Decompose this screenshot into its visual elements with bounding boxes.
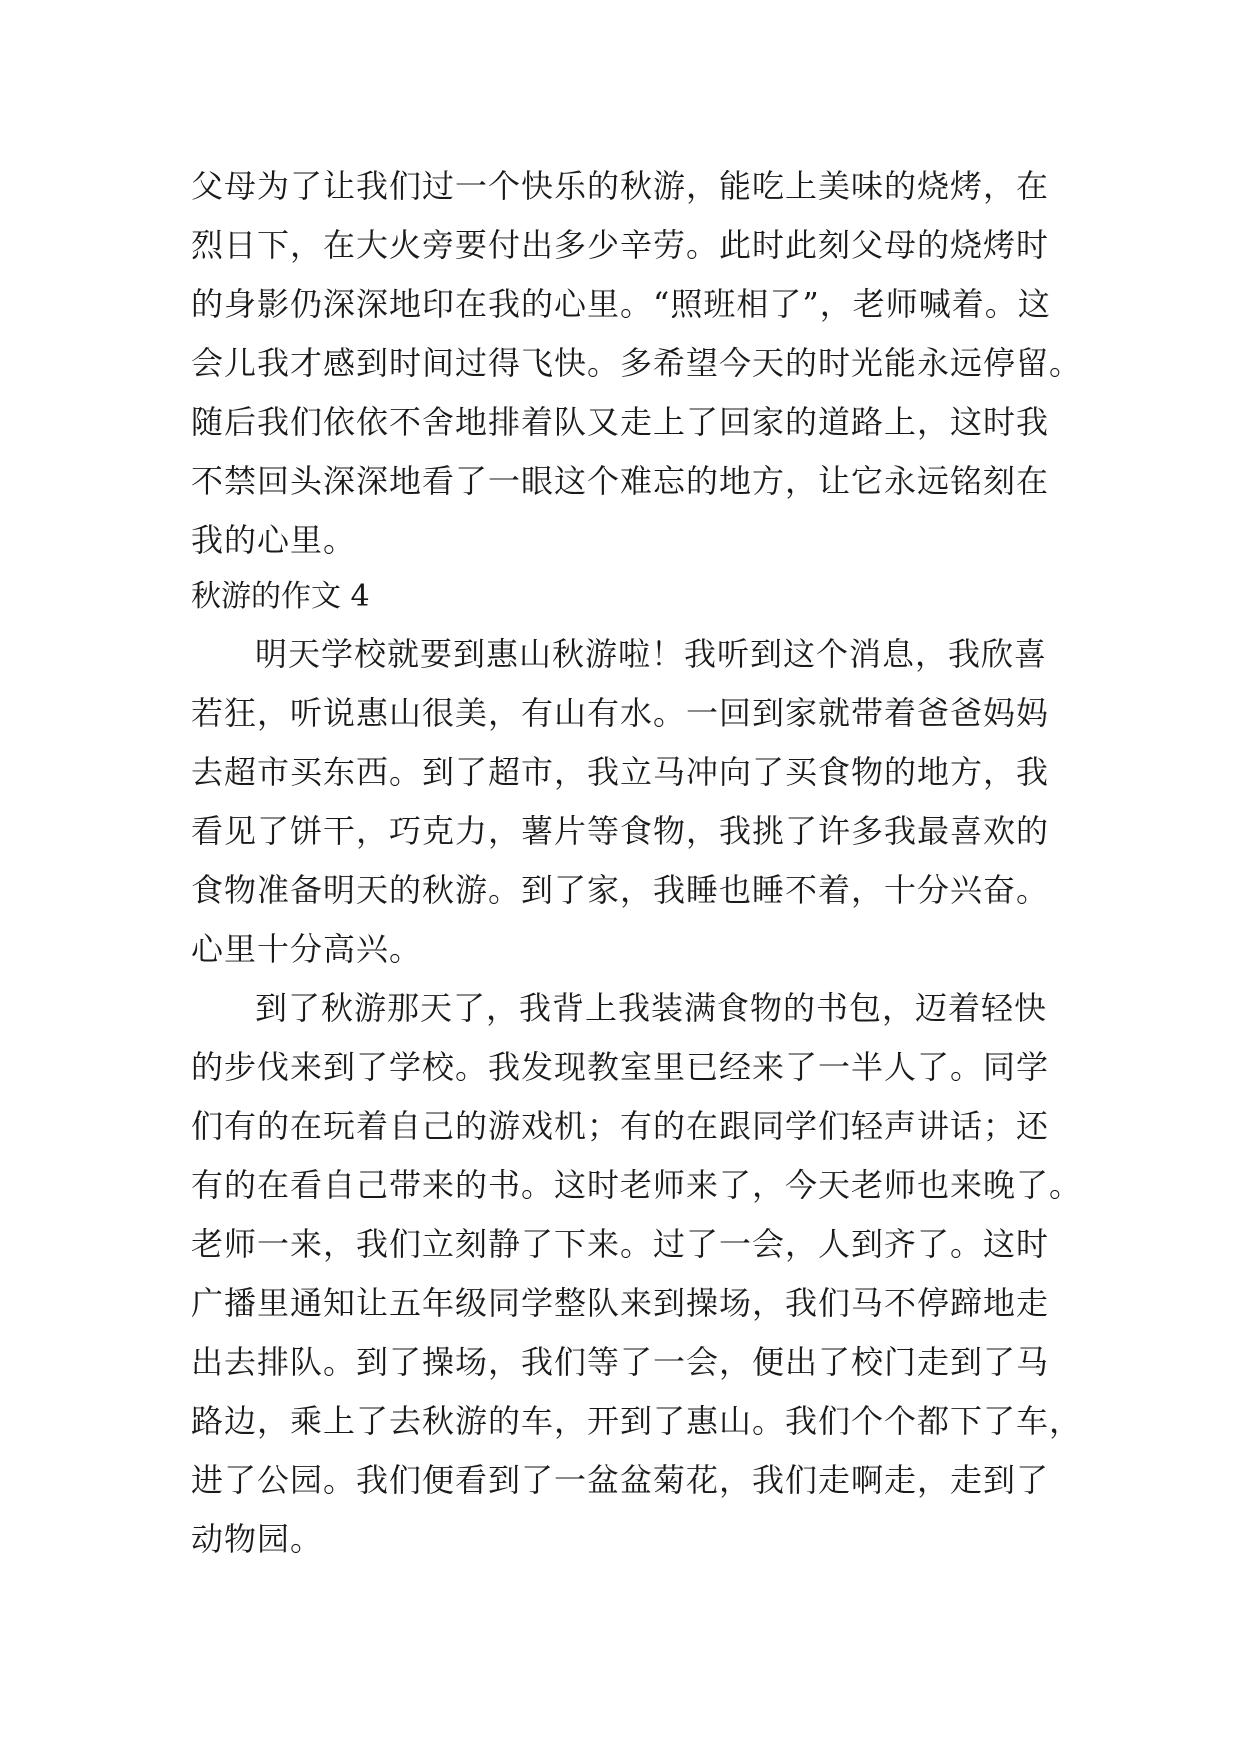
paragraph-line: 的身影仍深深地印在我的心里。“照班相了”，老师喊着。这 <box>191 285 1051 323</box>
paragraph-line: 明天学校就要到惠山秋游啦！我听到这个消息，我欣喜 <box>255 635 1048 673</box>
paragraph-line: 烈日下，在大火旁要付出多少辛劳。此时此刻父母的烧烤时 <box>191 226 1050 264</box>
paragraph-line: 动物园。 <box>191 1520 324 1558</box>
paragraph-line: 路边，乘上了去秋游的车，开到了惠山。我们个个都下了车， <box>191 1402 1083 1440</box>
paragraph-line: 父母为了让我们过一个快乐的秋游，能吃上美味的烧烤，在 <box>191 167 1050 205</box>
paragraph-line: 食物准备明天的秋游。到了家，我睡也睡不着，十分兴奋。 <box>191 871 1050 909</box>
paragraph-line: 到了秋游那天了，我背上我装满食物的书包，迈着轻快 <box>255 989 1048 1027</box>
paragraph-line: 有的在看自己带来的书。这时老师来了，今天老师也来晚了。 <box>191 1166 1083 1204</box>
paragraph-line: 出去排队。到了操场，我们等了一会，便出了校门走到了马 <box>191 1343 1050 1381</box>
paragraph-line: 若狂，听说惠山很美，有山有水。一回到家就带着爸爸妈妈 <box>191 694 1050 732</box>
paragraph-line: 去超市买东西。到了超市，我立马冲向了买食物的地方，我 <box>191 753 1050 791</box>
paragraph-line: 的步伐来到了学校。我发现教室里已经来了一半人了。同学 <box>191 1048 1050 1086</box>
paragraph-line: 进了公园。我们便看到了一盆盆菊花，我们走啊走，走到了 <box>191 1461 1050 1499</box>
paragraph-line: 老师一来，我们立刻静了下来。过了一会，人到齐了。这时 <box>191 1225 1050 1263</box>
paragraph-line: 我的心里。 <box>191 521 357 559</box>
paragraph-line: 不禁回头深深地看了一眼这个难忘的地方，让它永远铭刻在 <box>191 462 1050 500</box>
paragraph-line: 心里十分高兴。 <box>191 930 423 968</box>
section-heading: 秋游的作文 4 <box>191 579 370 614</box>
paragraph-line: 们有的在玩着自己的游戏机；有的在跟同学们轻声讲话；还 <box>191 1107 1050 1145</box>
paragraph-line: 广播里通知让五年级同学整队来到操场，我们马不停蹄地走 <box>191 1284 1050 1322</box>
paragraph-line: 会儿我才感到时间过得飞快。多希望今天的时光能永远停留。 <box>191 344 1083 382</box>
paragraph-line: 随后我们依依不舍地排着队又走上了回家的道路上，这时我 <box>191 403 1050 441</box>
paragraph-line: 看见了饼干，巧克力，薯片等食物，我挑了许多我最喜欢的 <box>191 812 1050 850</box>
